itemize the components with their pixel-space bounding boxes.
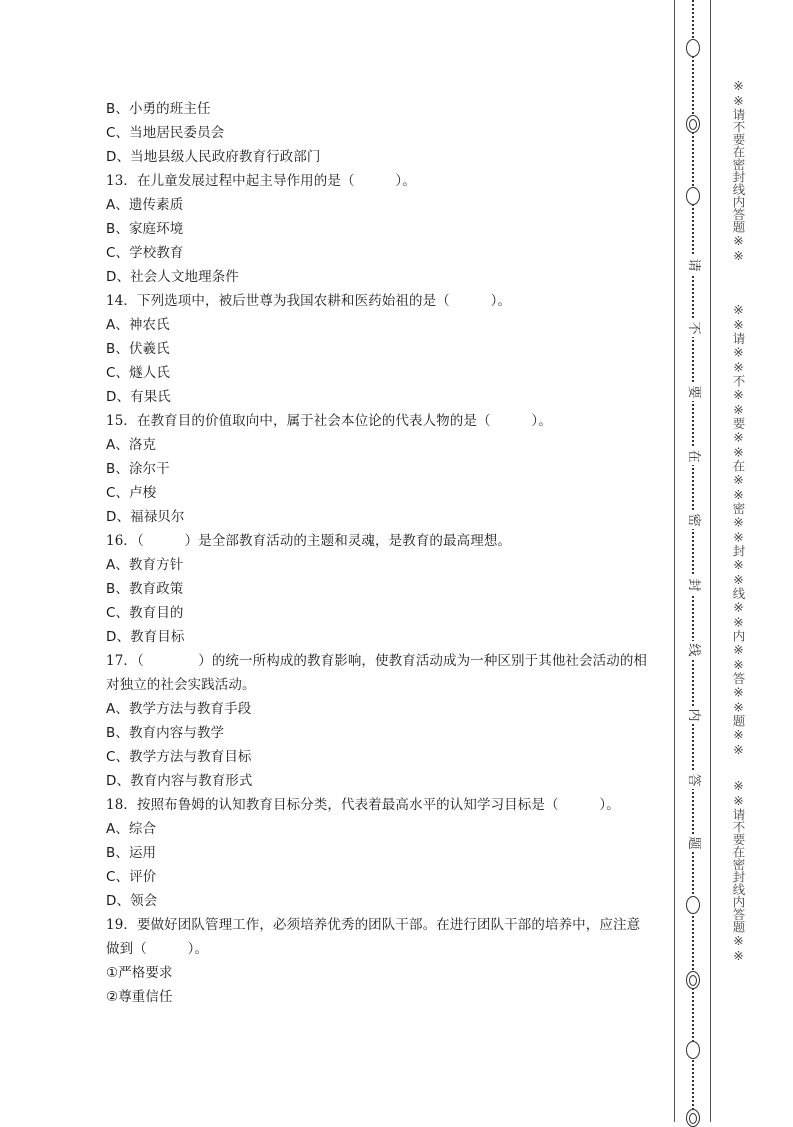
answer-option: D、社会人文地理条件 (106, 269, 239, 285)
answer-option: B、涂尔干 (106, 461, 170, 477)
answer-option: ②尊重信任 (106, 989, 173, 1005)
answer-option: D、有果氏 (106, 389, 171, 405)
question-number: 19． (106, 917, 137, 933)
answer-option: D、领会 (106, 893, 158, 909)
answer-option: C、学校教育 (106, 245, 184, 261)
exam-questions (106, 97, 666, 1009)
question-stem (106, 289, 666, 313)
question-stem (106, 409, 666, 433)
answer-option: C、燧人氏 (106, 365, 170, 381)
answer-option: B、教育政策 (106, 581, 184, 597)
answer-option: D、教育目标 (106, 629, 185, 645)
binding-border-left (674, 0, 675, 1122)
answer-option: A、遗传素质 (106, 197, 184, 213)
double-circle-marker-icon (684, 971, 702, 989)
answer-option: D、教育内容与教育形式 (106, 773, 253, 789)
question-text: 在儿童发展过程中起主导作用的是（ ）。 (136, 173, 416, 189)
seal-line-char: 不 (684, 319, 702, 337)
answer-option: A、综合 (106, 821, 157, 837)
question-text: （ ）的统一所构成的教育影响，使教育活动成为一种区别于其他社会活动的相 (136, 653, 648, 669)
question-number: 13． (106, 173, 137, 189)
circle-marker-icon (684, 187, 702, 205)
question-stem (106, 529, 666, 553)
answer-option: C、教学方法与教育目标 (106, 749, 252, 765)
answer-option: C、评价 (106, 869, 157, 885)
seal-line-char: 题 (684, 834, 702, 852)
circle-marker-icon (684, 1041, 702, 1059)
answer-option: A、教学方法与教育手段 (106, 701, 252, 717)
question-continuation: 做到（ ）。 (106, 941, 209, 957)
seal-dotted-line (692, 0, 694, 1122)
answer-option: B、小勇的班主任 (106, 101, 211, 117)
question-number: 17． (106, 653, 137, 669)
answer-option: B、运用 (106, 845, 157, 861)
seal-line-char: 线 (684, 641, 702, 659)
seal-line-char: 内 (684, 706, 702, 724)
seal-line-char: 密 (684, 511, 702, 529)
seal-line-char: 封 (684, 576, 702, 594)
circle-marker-icon (684, 896, 702, 914)
question-number: 16． (106, 533, 137, 549)
answer-option: B、家庭环境 (106, 221, 184, 237)
seal-warning-text: ※※请不要在密封线内答题※※ (731, 778, 746, 963)
seal-warning-text: ※※请不要在密封线内答题※※ (731, 78, 746, 263)
answer-option: A、洛克 (106, 437, 157, 453)
answer-option: B、教育内容与教学 (106, 725, 225, 741)
question-text: 在教育目的价值取向中，属于社会本位论的代表人物的是（ ）。 (136, 413, 552, 429)
answer-option: C、教育目的 (106, 605, 184, 621)
answer-option: C、卢梭 (106, 485, 157, 501)
question-text: 按照布鲁姆的认知教育目标分类，代表着最高水平的认知学习目标是（ ）。 (136, 797, 620, 813)
seal-line-char: 在 (684, 447, 702, 465)
question-text: 下列选项中，被后世尊为我国农耕和医药始祖的是（ ）。 (136, 293, 512, 309)
answer-option: C、当地居民委员会 (106, 125, 225, 141)
seal-line-char: 答 (684, 771, 702, 789)
question-stem (106, 913, 666, 937)
question-text: 要做好团队管理工作，必须培养优秀的团队干部。在进行团队干部的培养中，应注意 (136, 917, 641, 933)
seal-line-char: 要 (684, 383, 702, 401)
question-stem (106, 793, 666, 817)
seal-warning-text: ※※请※※不※※要※※在※※密※※封※※线※※内※※答※※题※※ (731, 302, 746, 757)
answer-option: D、当地县级人民政府教育行政部门 (106, 149, 321, 165)
answer-option: B、伏羲氏 (106, 341, 170, 357)
answer-option: A、教育方针 (106, 557, 184, 573)
seal-line-char: 请 (684, 256, 702, 274)
circle-marker-icon (684, 39, 702, 57)
question-number: 14． (106, 293, 137, 309)
question-stem (106, 649, 666, 673)
answer-option: A、神农氏 (106, 317, 170, 333)
question-number: 15． (106, 413, 137, 429)
question-text: （ ）是全部教育活动的主题和灵魂，是教育的最高理想。 (136, 533, 512, 549)
double-circle-marker-icon (684, 115, 702, 133)
question-number: 18． (106, 797, 137, 813)
binding-border-right (710, 0, 711, 1122)
question-continuation: 对独立的社会实践活动。 (106, 677, 256, 693)
double-circle-marker-icon (684, 1109, 702, 1127)
answer-option: D、福禄贝尔 (106, 509, 185, 525)
answer-option: ①严格要求 (106, 965, 173, 981)
question-stem (106, 169, 666, 193)
